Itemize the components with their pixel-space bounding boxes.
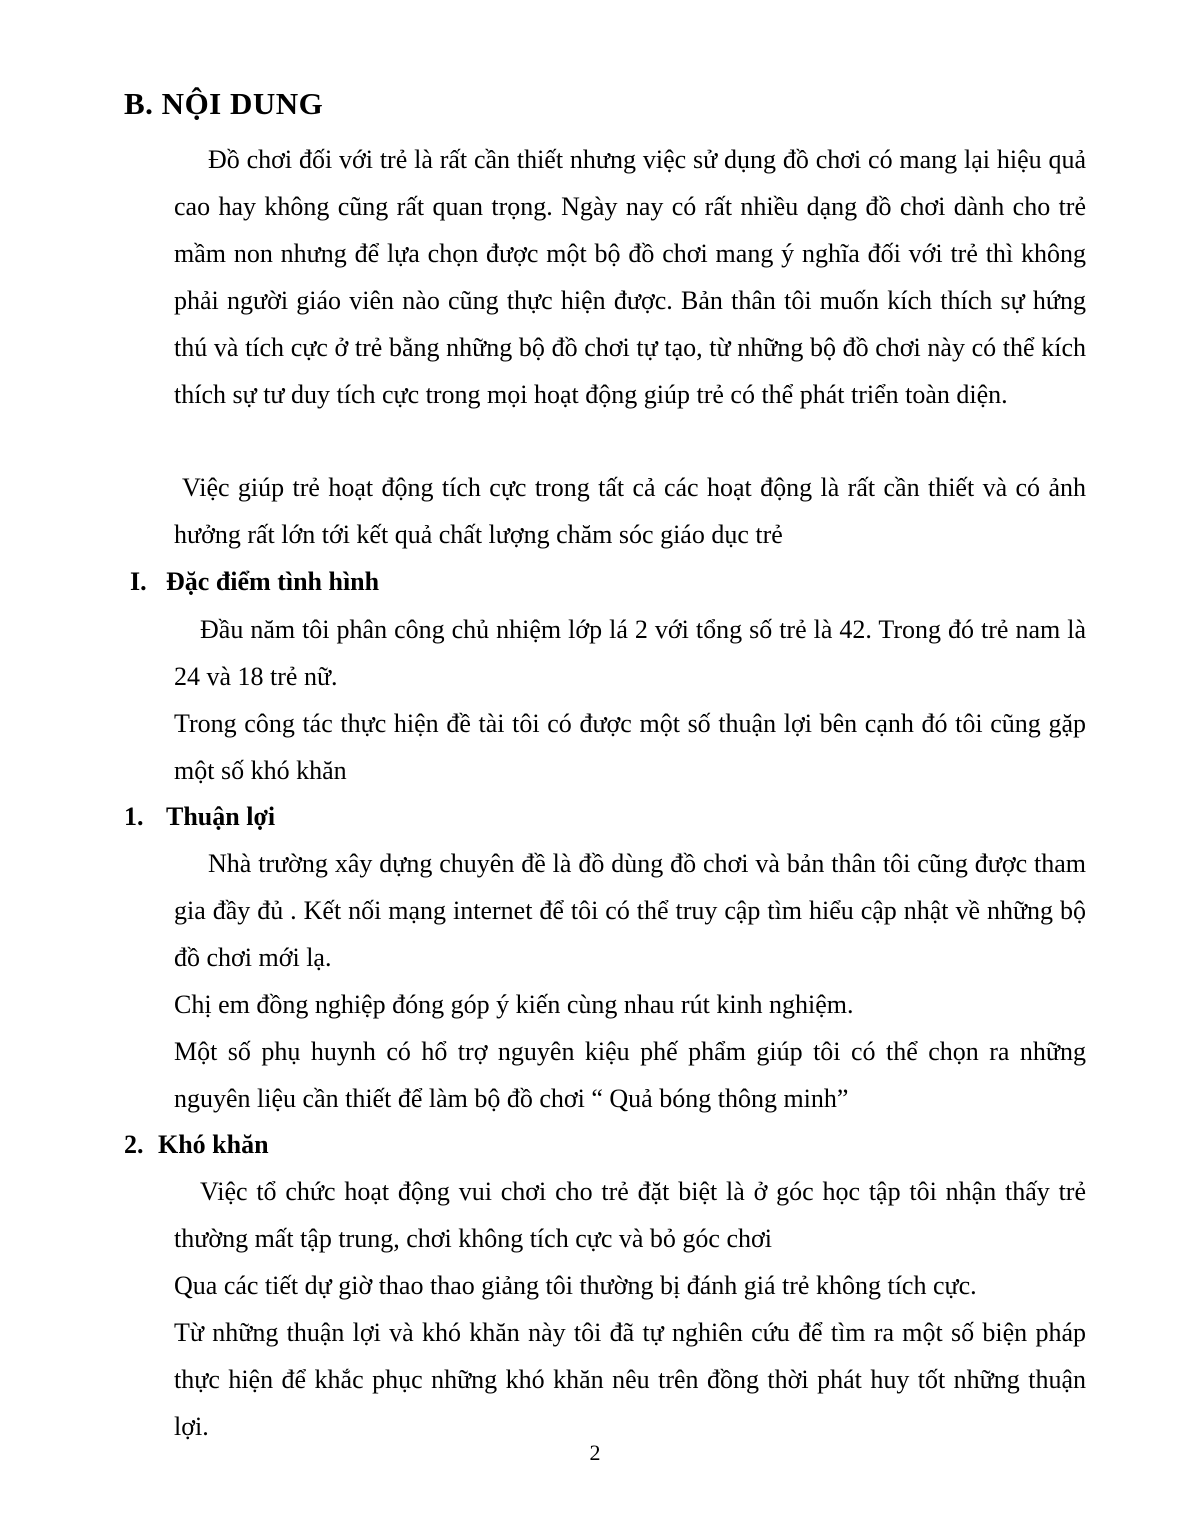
subsection-heading-2 [124,1129,269,1161]
subsection-title: Thuận lợi [166,802,276,831]
subsection-title: Khó khăn [158,1130,269,1159]
section-number: I. [130,567,147,596]
page-number: 2 [589,1440,601,1465]
subsection-heading-1 [124,801,275,833]
intro-paragraph-2: Việc giúp trẻ hoạt động tích cực trong tất cả các hoạt động là rất cần thiết và có ảnh hưởng rất lớn tới kết quả chất lượng chăm sóc giáo dục trẻ [174,473,1086,549]
main-heading: B. NỘI DUNG [124,86,324,121]
subsection-1-paragraph-1: Nhà trường xây dựng chuyên đề là đồ dùng đồ chơi và bản thân tôi cũng được tham gia đầy đủ . Kết nối mạng internet để tôi có thể truy cập tìm hiểu cập nhật về những bộ đồ chơi mới lạ. [174,849,1086,972]
intro-paragraph-1: Đồ chơi đối với trẻ là rất cần thiết nhưng việc sử dụng đồ chơi có mang lại hiệu quả cao hay không cũng rất quan trọng. Ngày nay có rất nhiều dạng đồ chơi dành cho trẻ mầm non nhưng để lựa chọn được một bộ đồ chơi mang ý nghĩa đối với trẻ thì không phải người giáo viên nào cũng thực hiện được. Bản thân tôi muốn kích thích sự hứng thú và tích cực ở trẻ bằng những bộ đồ chơi tự tạo, từ những bộ đồ chơi này có thể kích thích sự tư duy tích cực trong mọi hoạt động giúp trẻ có thể phát triển toàn diện. [174,145,1086,409]
subsection-number: 1. [124,802,144,831]
subsection-1-paragraph-2: Chị em đồng nghiệp đóng góp ý kiến cùng nhau rút kinh nghiệm. [174,990,854,1019]
section-heading-1 [130,566,379,598]
section-1-paragraph-2: Trong công tác thực hiện đề tài tôi có được một số thuận lợi bên cạnh đó tôi cũng gặp một số khó khăn [174,709,1086,785]
section-title: Đặc điểm tình hình [166,567,380,596]
subsection-number: 2. [124,1130,144,1159]
subsection-2-paragraph-2: Qua các tiết dự giờ thao thao giảng tôi thường bị đánh giá trẻ không tích cực. [174,1271,977,1300]
subsection-2-paragraph-3: Từ những thuận lợi và khó khăn này tôi đã tự nghiên cứu để tìm ra một số biện pháp thực hiện để khắc phục những khó khăn nêu trên đồng thời phát huy tốt những thuận lợi. [174,1318,1086,1441]
section-1-paragraph-1: Đầu năm tôi phân công chủ nhiệm lớp lá 2 với tổng số trẻ là 42. Trong đó trẻ nam là 24 và 18 trẻ nữ. [174,615,1086,691]
subsection-1-paragraph-3: Một số phụ huynh có hổ trợ nguyên kiệu phế phẩm giúp tôi có thể chọn ra những nguyên liệu cần thiết để làm bộ đồ chơi “ Quả bóng thông minh” [174,1037,1086,1113]
subsection-2-paragraph-1: Việc tổ chức hoạt động vui chơi cho trẻ đặt biệt là ở góc học tập tôi nhận thấy trẻ thường mất tập trung, chơi không tích cực và bỏ góc chơi [174,1177,1086,1253]
